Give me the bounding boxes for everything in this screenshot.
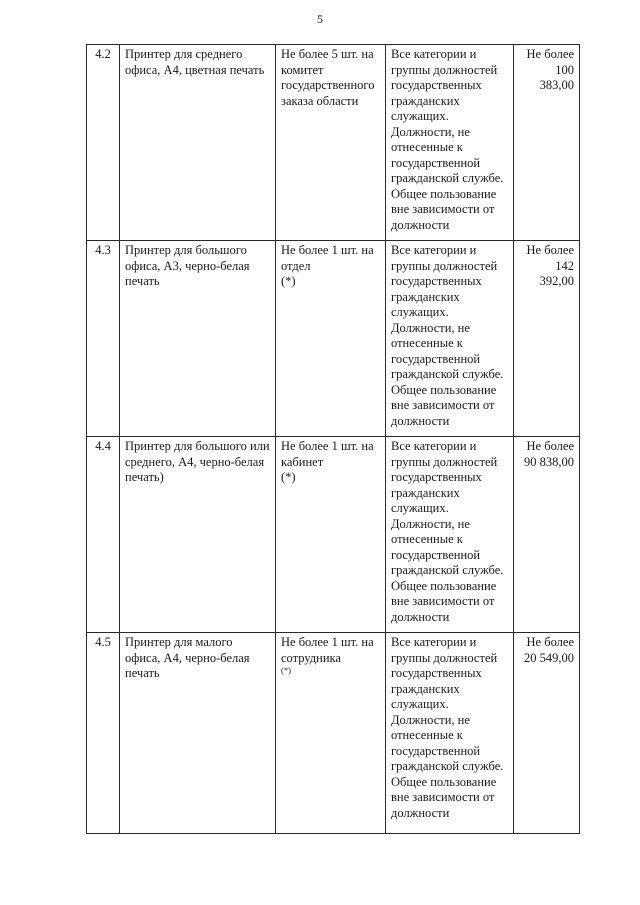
row-number: 4.4: [87, 437, 120, 633]
row-number: 4.3: [87, 241, 120, 437]
category-line: Должности, не отнесенные к государственной гражданской службе.: [391, 320, 504, 381]
quota-cell: [276, 241, 386, 437]
quota-text: Не более 1 шт. на сотрудника: [281, 635, 374, 665]
quota-cell: [276, 45, 386, 241]
row-number: 4.2: [87, 45, 120, 241]
price-label: Не более: [526, 47, 574, 61]
category-line: Должности, не отнесенные к государственной гражданской службе.: [391, 516, 504, 577]
table-row: [87, 241, 580, 437]
categories-cell: [386, 241, 514, 437]
table-row: [87, 437, 580, 633]
page-number: 5: [317, 12, 323, 26]
quota-text: Не более 1 шт. на отдел: [281, 243, 374, 273]
quota-cell: [276, 437, 386, 633]
category-line: Должности, не отнесенные к государственной гражданской службе.: [391, 124, 504, 185]
category-line: Все категории и группы должностей государственных гражданских служащих.: [391, 635, 498, 711]
item-name: Принтер для большого офиса, А3, черно-белая печать: [120, 241, 276, 437]
categories-cell: [386, 45, 514, 241]
item-name: Принтер для малого офиса, А4, черно-белая печать: [120, 633, 276, 834]
item-name: Принтер для среднего офиса, А4, цветная печать: [120, 45, 276, 241]
price-value: 100 383,00: [539, 62, 574, 92]
category-line: Общее пользование вне зависимости от должности: [391, 774, 497, 820]
category-line: Все категории и группы должностей государственных гражданских служащих.: [391, 47, 498, 123]
price-label: Не более: [526, 243, 574, 257]
row-number: 4.5: [87, 633, 120, 834]
price-cell: [514, 437, 580, 633]
quota-text: Не более 1 шт. на кабинет: [281, 439, 374, 469]
quota-text: Не более 5 шт. на комитет государственного заказа области: [281, 47, 375, 108]
category-line: Должности, не отнесенные к государственной гражданской службе.: [391, 712, 504, 773]
categories-cell: [386, 633, 514, 834]
categories-cell: [386, 437, 514, 633]
category-line: Все категории и группы должностей государственных гражданских служащих.: [391, 439, 498, 515]
quota-note: (*): [281, 470, 296, 484]
price-cell: [514, 45, 580, 241]
price-value: 20 549,00: [524, 650, 574, 665]
price-label: Не более: [526, 439, 574, 453]
category-line: Общее пользование вне зависимости от должности: [391, 578, 497, 624]
table-row: [87, 633, 580, 834]
quota-note: (*): [281, 274, 296, 288]
quota-cell: [276, 633, 386, 834]
category-line: Все категории и группы должностей государственных гражданских служащих.: [391, 243, 498, 319]
category-line: Общее пользование вне зависимости от должности: [391, 382, 497, 428]
price-cell: [514, 633, 580, 834]
category-line: Общее пользование вне зависимости от должности: [391, 186, 497, 232]
price-label: Не более: [526, 635, 574, 649]
price-value: 142 392,00: [539, 258, 574, 288]
quota-note: (*): [281, 665, 291, 675]
table-row: [87, 45, 580, 241]
price-value: 90 838,00: [524, 454, 574, 469]
item-name: Принтер для большого или среднего, А4, черно-белая печать): [120, 437, 276, 633]
equipment-norms-table: [86, 44, 580, 834]
price-cell: [514, 241, 580, 437]
